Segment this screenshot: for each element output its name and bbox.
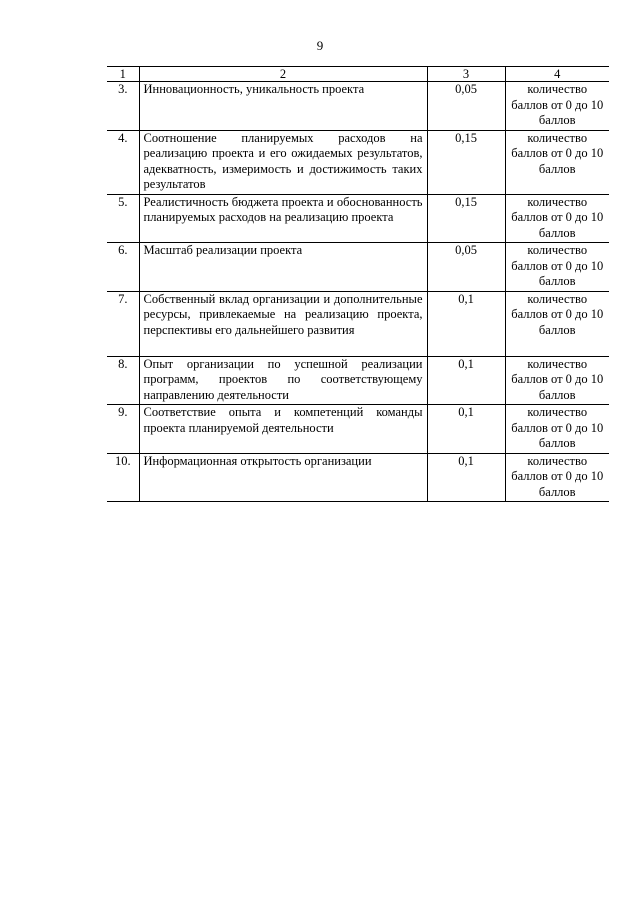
score-range: количество баллов от 0 до 10 баллов: [505, 243, 609, 292]
weight-value: 0,15: [427, 130, 505, 194]
criterion-text: Соответствие опыта и компетенций команды проекта планируемой деятельности: [139, 405, 427, 454]
weight-value: 0,1: [427, 405, 505, 454]
row-number: 8.: [107, 356, 139, 405]
table-row: [107, 356, 609, 405]
weight-value: 0,15: [427, 194, 505, 243]
criterion-text: Соотношение планируемых расходов на реализацию проекта и его ожидаемых результатов, адекватность, измеримость и достижимость таких результатов: [139, 130, 427, 194]
row-number: 10.: [107, 453, 139, 502]
score-range: количество баллов от 0 до 10 баллов: [505, 453, 609, 502]
score-range: количество баллов от 0 до 10 баллов: [505, 405, 609, 454]
weight-value: 0,05: [427, 243, 505, 292]
score-range: количество баллов от 0 до 10 баллов: [505, 194, 609, 243]
row-number: 9.: [107, 405, 139, 454]
weight-value: 0,05: [427, 82, 505, 131]
weight-value: 0,1: [427, 453, 505, 502]
table-row: [107, 291, 609, 356]
column-header: 2: [139, 67, 427, 82]
table-row: [107, 194, 609, 243]
table-row: [107, 453, 609, 502]
criterion-text: Реалистичность бюджета проекта и обоснованность планируемых расходов на реализацию проекта: [139, 194, 427, 243]
page-number: 9: [316, 38, 324, 53]
score-range: количество баллов от 0 до 10 баллов: [505, 291, 609, 356]
table-row: [107, 243, 609, 292]
criterion-text: Собственный вклад организации и дополнительные ресурсы, привлекаемые на реализацию проекта, перспективы его дальнейшего развития: [139, 291, 427, 356]
criterion-text: Опыт организации по успешной реализации программ, проектов по соответствующему направлению деятельности: [139, 356, 427, 405]
row-number: 4.: [107, 130, 139, 194]
criterion-text: Информационная открытость организации: [139, 453, 427, 502]
table-row: [107, 82, 609, 131]
score-range: количество баллов от 0 до 10 баллов: [505, 82, 609, 131]
table-header-row: [107, 67, 609, 82]
score-range: количество баллов от 0 до 10 баллов: [505, 356, 609, 405]
criterion-text: Инновационность, уникальность проекта: [139, 82, 427, 131]
row-number: 6.: [107, 243, 139, 292]
table-row: [107, 130, 609, 194]
criterion-text: Масштаб реализации проекта: [139, 243, 427, 292]
row-number: 3.: [107, 82, 139, 131]
row-number: 7.: [107, 291, 139, 356]
column-header: 3: [427, 67, 505, 82]
weight-value: 0,1: [427, 356, 505, 405]
column-header: 4: [505, 67, 609, 82]
weight-value: 0,1: [427, 291, 505, 356]
table-row: [107, 405, 609, 454]
criteria-table: [107, 66, 609, 502]
column-header: 1: [107, 67, 139, 82]
score-range: количество баллов от 0 до 10 баллов: [505, 130, 609, 194]
row-number: 5.: [107, 194, 139, 243]
